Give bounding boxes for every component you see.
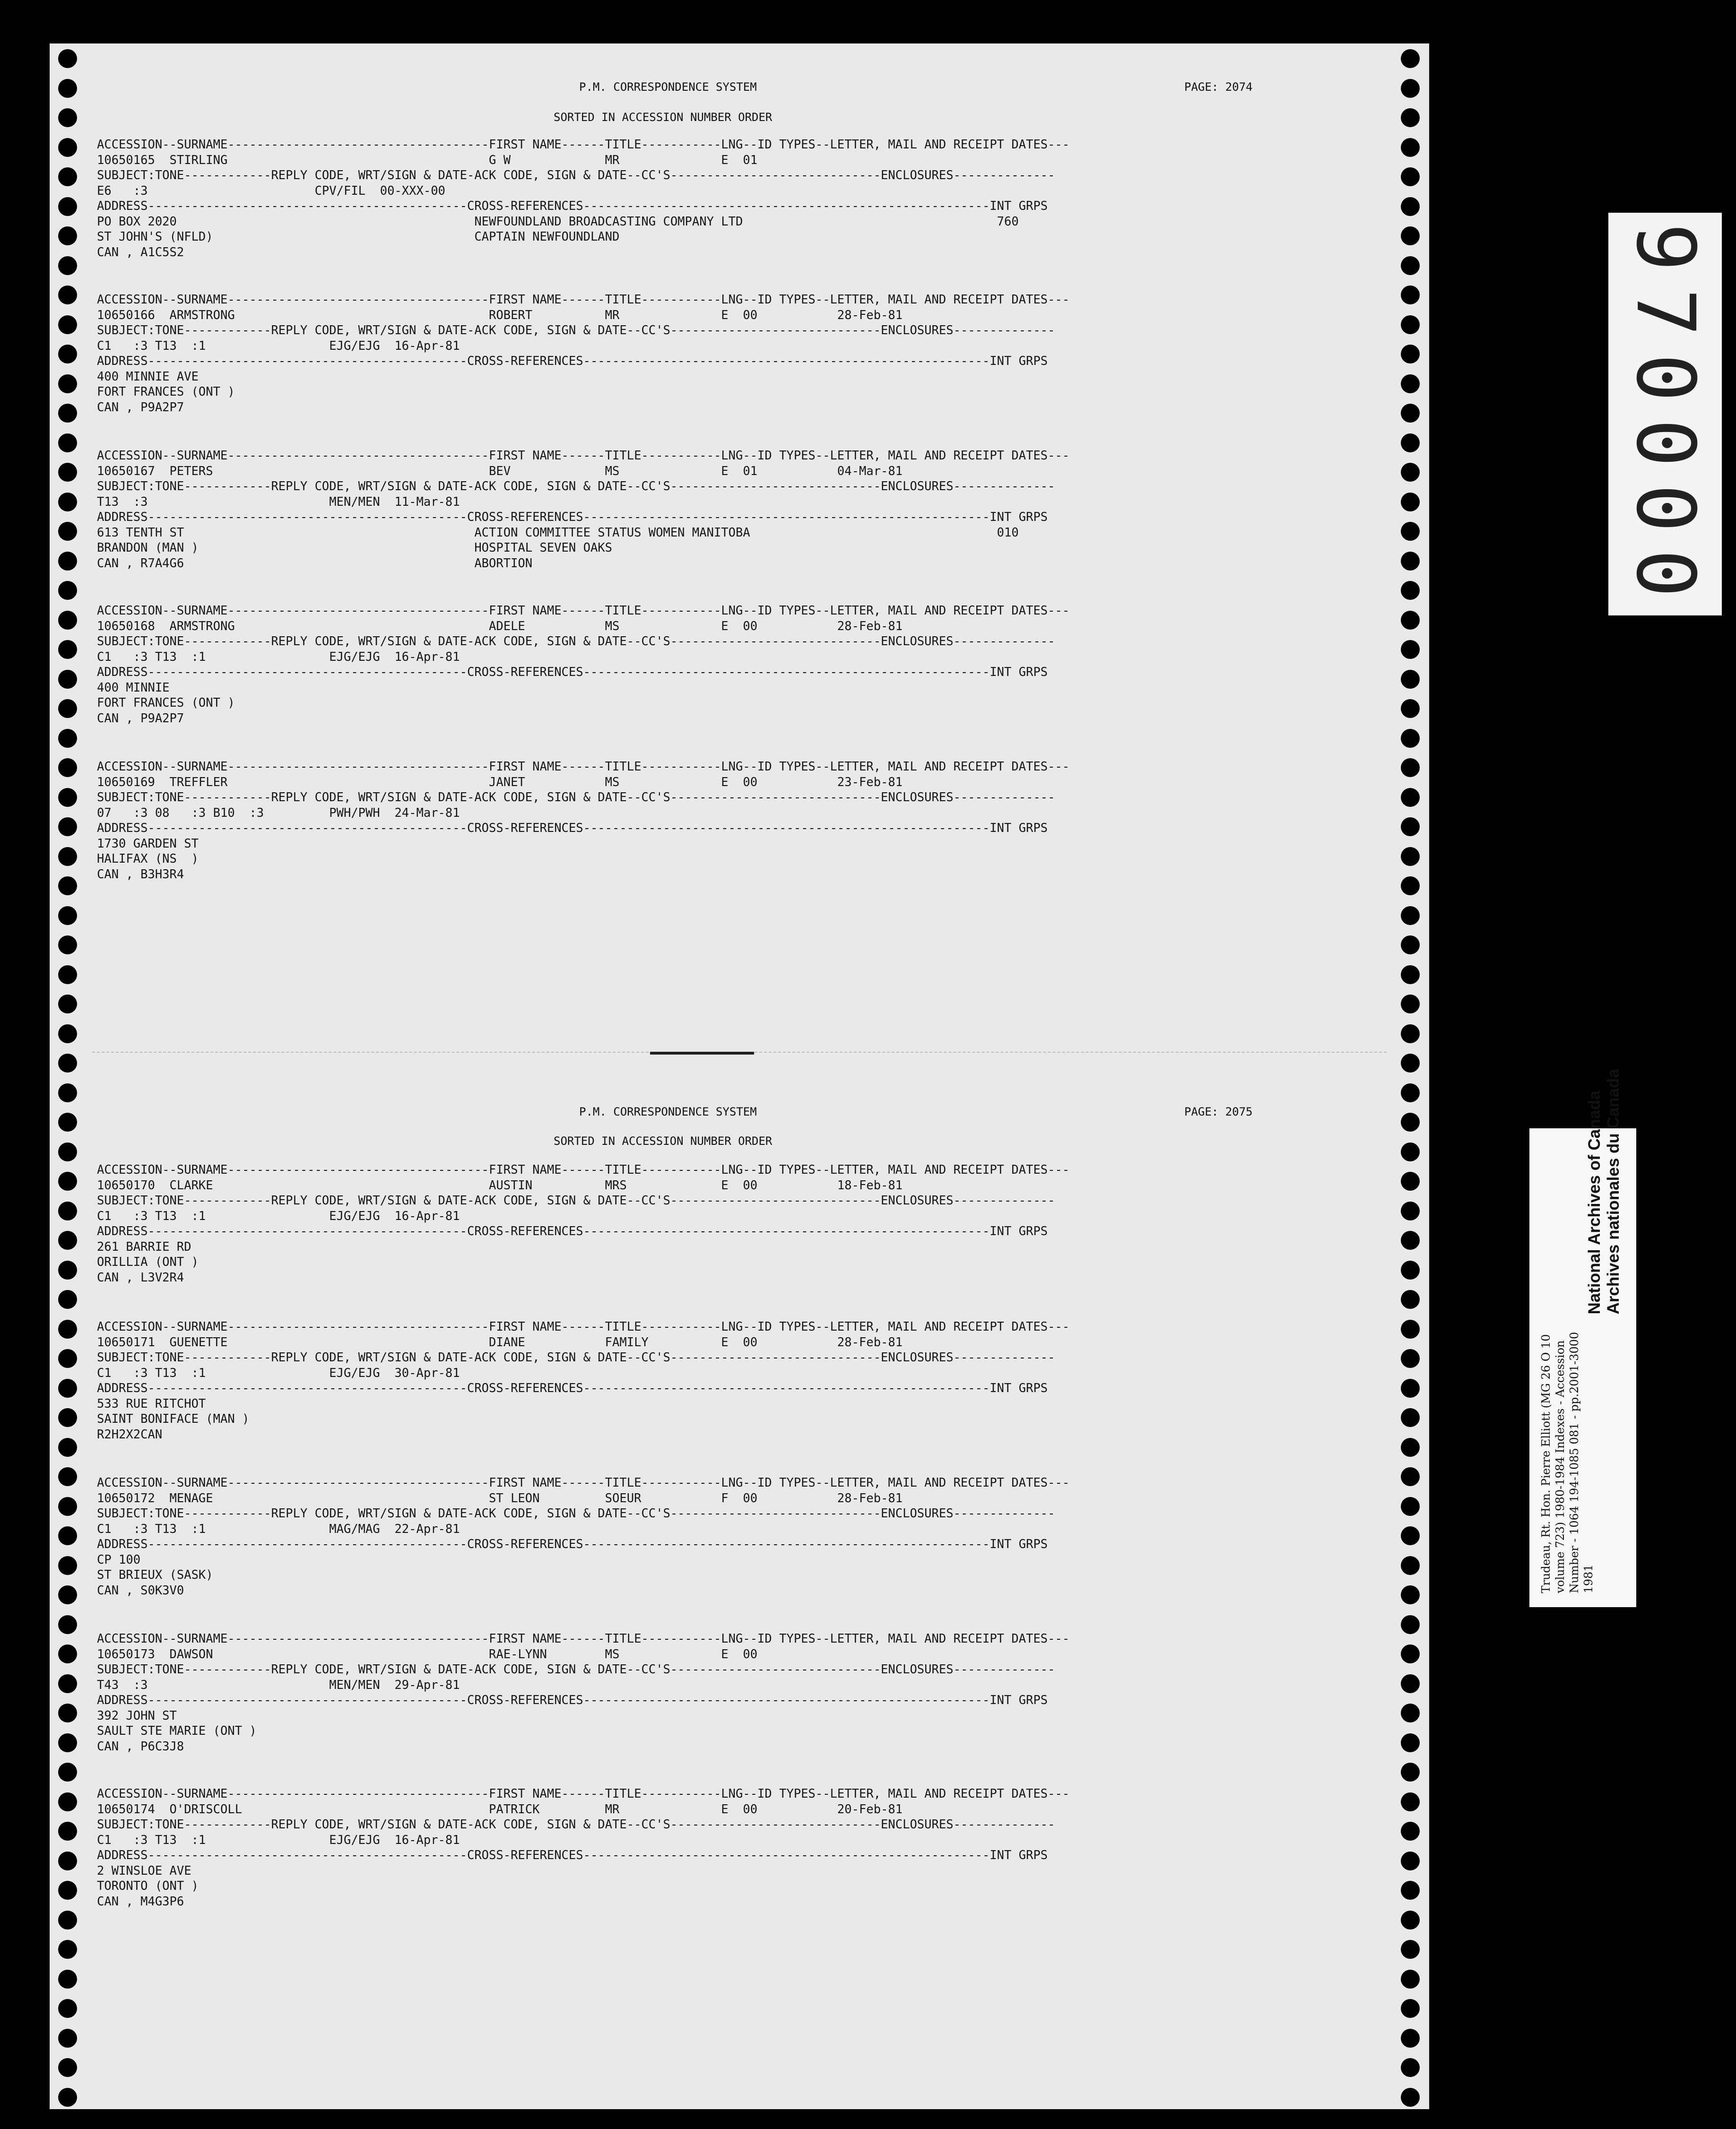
description-line: Number - 1064 194-1085 081 - pp.2001-3000	[1568, 1332, 1581, 1593]
record-line: C1 :3 T13 :1 EJG/EJG 16-Apr-81	[97, 1833, 460, 1847]
feed-hole	[1401, 1320, 1420, 1339]
feed-hole	[58, 670, 77, 689]
feed-hole	[58, 1320, 77, 1339]
feed-hole	[58, 935, 77, 954]
feed-hole	[58, 817, 77, 836]
description-line: volume 723) 1980-1984 Indexes - Accession	[1554, 1340, 1567, 1593]
feed-hole	[1401, 1231, 1420, 1250]
record-line: ADDRESS--------------------------------------------CROSS-REFERENCES--------------------------------------------------------INT GRPS	[97, 199, 1048, 213]
feed-hole	[58, 49, 77, 68]
feed-hole	[1401, 138, 1420, 157]
feed-hole	[1401, 1852, 1420, 1870]
feed-hole	[1401, 1556, 1420, 1575]
record-line: 10650171 GUENETTE DIANE FAMILY E 00 28-Feb-81	[97, 1335, 903, 1350]
record-line: SUBJECT:TONE------------REPLY CODE, WRT/SIGN & DATE-ACK CODE, SIGN & DATE--CC'S-----------------------------ENCLOSURES--------------	[97, 634, 1055, 649]
feed-hole	[1401, 345, 1420, 363]
feed-hole	[1401, 315, 1420, 334]
feed-hole	[58, 1349, 77, 1368]
sort-order-line: SORTED IN ACCESSION NUMBER ORDER	[554, 1134, 773, 1148]
perforation-mark	[650, 1052, 754, 1055]
feed-hole	[58, 1881, 77, 1900]
feed-hole	[58, 1083, 77, 1102]
feed-hole	[1401, 670, 1420, 689]
feed-hole	[58, 2088, 77, 2107]
feed-hole	[58, 1940, 77, 1959]
feed-hole	[58, 1585, 77, 1604]
record-line: ACCESSION--SURNAME------------------------------------FIRST NAME------TITLE-----------LNG--ID TYPES--LETTER, MAIL AND RECEIPT DATES---	[97, 1476, 1070, 1490]
feed-hole	[1401, 581, 1420, 600]
feed-hole	[1401, 1822, 1420, 1841]
record-line: R2H2X2CAN	[97, 1427, 163, 1442]
feed-hole	[1401, 1881, 1420, 1900]
record-line: FORT FRANCES (ONT )	[97, 385, 235, 399]
stamp-digit: 0	[1618, 484, 1712, 533]
record-line: 10650167 PETERS BEV MS E 01 04-Mar-81	[97, 464, 903, 478]
correspondence-record	[97, 137, 1383, 260]
feed-hole	[58, 699, 77, 718]
record-line: 10650166 ARMSTRONG ROBERT MR E 00 28-Feb-81	[97, 308, 903, 322]
feed-hole	[58, 906, 77, 925]
record-line: CAN , L3V2R4	[97, 1270, 184, 1285]
feed-hole	[1401, 1467, 1420, 1486]
feed-hole	[58, 1113, 77, 1132]
record-line: ST JOHN'S (NFLD) CAPTAIN NEWFOUNDLAND	[97, 230, 620, 244]
feed-hole	[58, 1852, 77, 1870]
record-line: T13 :3 MEN/MEN 11-Mar-81	[97, 494, 460, 509]
feed-hole	[1401, 1911, 1420, 1930]
record-line: ADDRESS--------------------------------------------CROSS-REFERENCES--------------------------------------------------------INT GRPS	[97, 510, 1048, 524]
institution-name	[1585, 1069, 1623, 1314]
feed-hole	[1401, 611, 1420, 630]
record-line: 2 WINSLOE AVE	[97, 1863, 191, 1878]
record-line: ACCESSION--SURNAME------------------------------------FIRST NAME------TITLE-----------LNG--ID TYPES--LETTER, MAIL AND RECEIPT DATES---	[97, 293, 1070, 307]
record-line: ORILLIA (ONT )	[97, 1255, 199, 1269]
feed-hole	[1401, 876, 1420, 895]
feed-hole	[58, 729, 77, 748]
feed-hole	[58, 138, 77, 157]
feed-hole	[1401, 1763, 1420, 1782]
record-line: ACCESSION--SURNAME------------------------------------FIRST NAME------TITLE-----------LNG--ID TYPES--LETTER, MAIL AND RECEIPT DATES---	[97, 760, 1070, 774]
feed-hole	[58, 1704, 77, 1722]
feed-hole	[58, 1024, 77, 1043]
feed-hole	[1401, 2088, 1420, 2107]
record-line: 10650173 DAWSON RAE-LYNN MS E 00	[97, 1647, 758, 1662]
feed-hole	[58, 256, 77, 275]
feed-hole	[58, 1290, 77, 1309]
feed-hole	[1401, 1526, 1420, 1545]
record-line: SUBJECT:TONE------------REPLY CODE, WRT/SIGN & DATE-ACK CODE, SIGN & DATE--CC'S-----------------------------ENCLOSURES--------------	[97, 1506, 1055, 1521]
record-line: ACCESSION--SURNAME------------------------------------FIRST NAME------TITLE-----------LNG--ID TYPES--LETTER, MAIL AND RECEIPT DATES---	[97, 604, 1070, 618]
record-line: FORT FRANCES (ONT )	[97, 696, 235, 710]
feed-hole	[58, 1526, 77, 1545]
record-line: SUBJECT:TONE------------REPLY CODE, WRT/SIGN & DATE-ACK CODE, SIGN & DATE--CC'S-----------------------------ENCLOSURES--------------	[97, 1194, 1055, 1208]
record-line: ACCESSION--SURNAME------------------------------------FIRST NAME------TITLE-----------LNG--ID TYPES--LETTER, MAIL AND RECEIPT DATES---	[97, 1163, 1070, 1177]
feed-hole	[1401, 286, 1420, 304]
feed-hole	[1401, 1940, 1420, 1959]
feed-hole	[58, 433, 77, 452]
correspondence-record	[97, 292, 1383, 415]
feed-hole	[58, 108, 77, 127]
feed-hole	[1401, 1704, 1420, 1722]
system-title: P.M. CORRESPONDENCE SYSTEM	[579, 80, 757, 94]
feed-hole	[1401, 729, 1420, 748]
feed-hole	[58, 1261, 77, 1280]
feed-hole	[1401, 1113, 1420, 1132]
record-line: ADDRESS--------------------------------------------CROSS-REFERENCES--------------------------------------------------------INT GRPS	[97, 821, 1048, 835]
record-line: 10650174 O'DRISCOLL PATRICK MR E 00 20-Feb-81	[97, 1802, 903, 1817]
record-line: CAN , B3H3R4	[97, 867, 184, 882]
record-line: C1 :3 T13 :1 EJG/EJG 16-Apr-81	[97, 338, 460, 353]
feed-hole	[1401, 906, 1420, 925]
feed-hole	[1401, 1999, 1420, 2018]
feed-hole	[58, 197, 77, 216]
feed-hole	[1401, 758, 1420, 777]
institution-name-en: National Archives of Canada	[1585, 1090, 1604, 1314]
feed-hole	[58, 581, 77, 600]
feed-hole	[1401, 1261, 1420, 1280]
feed-hole	[1401, 226, 1420, 245]
feed-hole	[1401, 463, 1420, 482]
feed-hole	[1401, 1438, 1420, 1457]
feed-hole	[58, 286, 77, 304]
feed-hole	[58, 1733, 77, 1752]
record-line: SUBJECT:TONE------------REPLY CODE, WRT/SIGN & DATE-ACK CODE, SIGN & DATE--CC'S-----------------------------ENCLOSURES--------------	[97, 1662, 1055, 1677]
collection-description	[1539, 1290, 1596, 1593]
correspondence-record	[97, 1631, 1383, 1754]
feed-hole	[1401, 493, 1420, 511]
feed-hole	[1401, 49, 1420, 68]
stamp-digit: 0	[1618, 418, 1712, 467]
description-line: 1981	[1582, 1564, 1595, 1593]
correspondence-record	[97, 1475, 1383, 1598]
feed-hole	[1401, 847, 1420, 866]
right-tractor-feed-holes	[1387, 43, 1429, 2109]
feed-hole	[58, 965, 77, 984]
record-line: ADDRESS--------------------------------------------CROSS-REFERENCES--------------------------------------------------------INT GRPS	[97, 665, 1048, 679]
record-line: 533 RUE RITCHOT	[97, 1396, 206, 1411]
record-line: TORONTO (ONT )	[97, 1879, 199, 1893]
sort-order-line: SORTED IN ACCESSION NUMBER ORDER	[554, 111, 773, 124]
feed-hole	[1401, 1054, 1420, 1073]
feed-hole	[1401, 1497, 1420, 1516]
feed-hole	[58, 1556, 77, 1575]
feed-hole	[1401, 1644, 1420, 1663]
record-line: PO BOX 2020 NEWFOUNDLAND BROADCASTING COMPANY LTD 760	[97, 214, 1019, 229]
stamp-digit: 0	[1618, 353, 1712, 402]
feed-hole	[58, 374, 77, 393]
record-line: 261 BARRIE RD	[97, 1239, 191, 1254]
record-line: SUBJECT:TONE------------REPLY CODE, WRT/SIGN & DATE-ACK CODE, SIGN & DATE--CC'S-----------------------------ENCLOSURES--------------	[97, 168, 1055, 182]
feed-hole	[58, 1438, 77, 1457]
feed-hole	[1401, 1379, 1420, 1398]
record-line: CAN , P9A2P7	[97, 711, 184, 726]
record-line: ACCESSION--SURNAME------------------------------------FIRST NAME------TITLE-----------LNG--ID TYPES--LETTER, MAIL AND RECEIPT DATES---	[97, 1632, 1070, 1646]
record-line: T43 :3 MEN/MEN 29-Apr-81	[97, 1678, 460, 1692]
record-line: ACCESSION--SURNAME------------------------------------FIRST NAME------TITLE-----------LNG--ID TYPES--LETTER, MAIL AND RECEIPT DATES---	[97, 1320, 1070, 1334]
feed-hole	[58, 1822, 77, 1841]
feed-hole	[58, 167, 77, 186]
record-line: SUBJECT:TONE------------REPLY CODE, WRT/SIGN & DATE-ACK CODE, SIGN & DATE--CC'S-----------------------------ENCLOSURES--------------	[97, 323, 1055, 338]
feed-hole	[58, 1911, 77, 1930]
record-line: CAN , P9A2P7	[97, 400, 184, 415]
printout-sheet	[50, 43, 1429, 2109]
record-line: SUBJECT:TONE------------REPLY CODE, WRT/SIGN & DATE-ACK CODE, SIGN & DATE--CC'S-----------------------------ENCLOSURES--------------	[97, 1817, 1055, 1832]
record-line: 10650172 MENAGE ST LEON SOEUR F 00 28-Feb-81	[97, 1491, 903, 1506]
correspondence-record	[97, 1162, 1383, 1285]
feed-hole	[58, 847, 77, 866]
record-line: ADDRESS--------------------------------------------CROSS-REFERENCES--------------------------------------------------------INT GRPS	[97, 1848, 1048, 1862]
feed-hole	[58, 758, 77, 777]
record-line: SAINT BONIFACE (MAN )	[97, 1412, 250, 1426]
feed-hole	[1401, 817, 1420, 836]
stamp-digit: 7	[1618, 288, 1712, 337]
record-line: ACCESSION--SURNAME------------------------------------FIRST NAME------TITLE-----------LNG--ID TYPES--LETTER, MAIL AND RECEIPT DATES---	[97, 138, 1070, 152]
record-line: 10650169 TREFFLER JANET MS E 00 23-Feb-81	[97, 775, 903, 789]
feed-hole	[1401, 788, 1420, 807]
feed-hole	[1401, 965, 1420, 984]
feed-hole	[58, 226, 77, 245]
feed-hole	[1401, 197, 1420, 216]
page-number: PAGE: 2074	[1184, 80, 1253, 94]
feed-hole	[1401, 1202, 1420, 1220]
feed-hole	[58, 1674, 77, 1693]
feed-hole	[58, 1497, 77, 1516]
feed-hole	[58, 1172, 77, 1191]
feed-hole	[1401, 1024, 1420, 1043]
record-line: 10650165 STIRLING G W MR E 01	[97, 153, 758, 167]
record-line: 400 MINNIE	[97, 680, 170, 695]
feed-hole	[58, 315, 77, 334]
record-line: ACCESSION--SURNAME------------------------------------FIRST NAME------TITLE-----------LNG--ID TYPES--LETTER, MAIL AND RECEIPT DATES---	[97, 449, 1070, 463]
feed-hole	[1401, 1142, 1420, 1161]
feed-hole	[58, 1792, 77, 1811]
record-line: 10650170 CLARKE AUSTIN MRS E 00 18-Feb-81	[97, 1178, 903, 1193]
feed-hole	[1401, 1290, 1420, 1309]
record-line: 400 MINNIE AVE	[97, 369, 199, 384]
feed-hole	[58, 552, 77, 571]
feed-hole	[1401, 2029, 1420, 2048]
frame-number-stamp	[1608, 213, 1722, 615]
feed-hole	[1401, 79, 1420, 98]
record-line: HALIFAX (NS )	[97, 852, 199, 866]
feed-hole	[1401, 1674, 1420, 1693]
record-line: SUBJECT:TONE------------REPLY CODE, WRT/SIGN & DATE-ACK CODE, SIGN & DATE--CC'S-----------------------------ENCLOSURES--------------	[97, 790, 1055, 805]
feed-hole	[1401, 995, 1420, 1013]
record-line: SUBJECT:TONE------------REPLY CODE, WRT/SIGN & DATE-ACK CODE, SIGN & DATE--CC'S-----------------------------ENCLOSURES--------------	[97, 1350, 1055, 1365]
feed-hole	[58, 404, 77, 423]
feed-hole	[1401, 1733, 1420, 1752]
record-line: 392 JOHN ST	[97, 1708, 177, 1723]
feed-hole	[1401, 433, 1420, 452]
record-line: C1 :3 T13 :1 EJG/EJG 16-Apr-81	[97, 649, 460, 664]
feed-hole	[1401, 552, 1420, 571]
feed-hole	[1401, 1615, 1420, 1634]
record-line: CP 100	[97, 1552, 141, 1567]
feed-hole	[58, 2029, 77, 2048]
feed-hole	[1401, 1970, 1420, 1989]
feed-hole	[58, 876, 77, 895]
feed-hole	[58, 345, 77, 363]
description-line: Trudeau, Rt. Hon. Pierre Elliott (MG 26 O 10	[1539, 1333, 1553, 1593]
feed-hole	[58, 1142, 77, 1161]
institution-name-fr: Archives nationales du Canada	[1604, 1068, 1623, 1314]
correspondence-record	[97, 603, 1383, 726]
correspondence-record	[97, 448, 1383, 571]
correspondence-record	[97, 1786, 1383, 1909]
record-line: ADDRESS--------------------------------------------CROSS-REFERENCES--------------------------------------------------------INT GRPS	[97, 1381, 1048, 1395]
page-number: PAGE: 2075	[1184, 1105, 1253, 1118]
feed-hole	[1401, 522, 1420, 541]
record-line: ST BRIEUX (SASK)	[97, 1568, 213, 1582]
feed-hole	[1401, 699, 1420, 718]
feed-hole	[1401, 1408, 1420, 1427]
record-line: C1 :3 T13 :1 MAG/MAG 22-Apr-81	[97, 1522, 460, 1536]
record-line: ADDRESS--------------------------------------------CROSS-REFERENCES--------------------------------------------------------INT GRPS	[97, 1537, 1048, 1551]
feed-hole	[58, 1467, 77, 1486]
feed-hole	[58, 995, 77, 1013]
record-line: ADDRESS--------------------------------------------CROSS-REFERENCES--------------------------------------------------------INT GRPS	[97, 1693, 1048, 1707]
record-line: CAN , M4G3P6	[97, 1894, 184, 1909]
correspondence-record	[97, 1319, 1383, 1442]
record-line: 1730 GARDEN ST	[97, 836, 199, 851]
stamp-digit: 0	[1618, 549, 1712, 598]
record-line: BRANDON (MAN ) HOSPITAL SEVEN OAKS	[97, 541, 613, 555]
feed-hole	[1401, 1172, 1420, 1191]
feed-hole	[1401, 2058, 1420, 2077]
stamp-digit: 9	[1618, 223, 1712, 272]
record-line: 07 :3 08 :3 B10 :3 PWH/PWH 24-Mar-81	[97, 805, 460, 820]
feed-hole	[58, 1379, 77, 1398]
feed-hole	[58, 463, 77, 482]
feed-hole	[1401, 1792, 1420, 1811]
feed-hole	[1401, 404, 1420, 423]
left-tractor-feed-holes	[50, 43, 92, 2109]
feed-hole	[1401, 1585, 1420, 1604]
record-line: ADDRESS--------------------------------------------CROSS-REFERENCES--------------------------------------------------------INT GRPS	[97, 354, 1048, 368]
feed-hole	[58, 640, 77, 659]
record-line: 10650168 ARMSTRONG ADELE MS E 00 28-Feb-81	[97, 619, 903, 633]
feed-hole	[58, 79, 77, 98]
feed-hole	[1401, 1349, 1420, 1368]
feed-hole	[1401, 167, 1420, 186]
feed-hole	[58, 788, 77, 807]
record-line: ADDRESS--------------------------------------------CROSS-REFERENCES--------------------------------------------------------INT GRPS	[97, 1224, 1048, 1238]
archive-label	[1529, 1068, 1636, 1607]
record-line: ACCESSION--SURNAME------------------------------------FIRST NAME------TITLE-----------LNG--ID TYPES--LETTER, MAIL AND RECEIPT DATES---	[97, 1787, 1070, 1801]
feed-hole	[58, 1408, 77, 1427]
feed-hole	[1401, 256, 1420, 275]
feed-hole	[58, 1202, 77, 1220]
feed-hole	[58, 611, 77, 630]
feed-hole	[58, 1054, 77, 1073]
feed-hole	[1401, 108, 1420, 127]
record-line: CAN , S0K3V0	[97, 1583, 184, 1598]
feed-hole	[58, 1999, 77, 2018]
feed-hole	[1401, 374, 1420, 393]
record-line: CAN , R7A4G6 ABORTION	[97, 556, 533, 571]
correspondence-record	[97, 759, 1383, 882]
record-line: CAN , P6C3J8	[97, 1739, 184, 1754]
feed-hole	[58, 522, 77, 541]
record-line: SAULT STE MARIE (ONT )	[97, 1724, 257, 1738]
record-line: CAN , A1C5S2	[97, 245, 184, 260]
feed-hole	[58, 1231, 77, 1250]
feed-hole	[58, 493, 77, 511]
record-line: E6 :3 CPV/FIL 00-XXX-00	[97, 183, 445, 198]
feed-hole	[58, 1615, 77, 1634]
feed-hole	[1401, 935, 1420, 954]
feed-hole	[58, 1970, 77, 1989]
record-line: SUBJECT:TONE------------REPLY CODE, WRT/SIGN & DATE-ACK CODE, SIGN & DATE--CC'S-----------------------------ENCLOSURES--------------	[97, 479, 1055, 493]
record-line: C1 :3 T13 :1 EJG/EJG 30-Apr-81	[97, 1366, 460, 1380]
record-line: C1 :3 T13 :1 EJG/EJG 16-Apr-81	[97, 1209, 460, 1223]
record-line: 613 TENTH ST ACTION COMMITTEE STATUS WOMEN MANITOBA 010	[97, 525, 1019, 540]
feed-hole	[1401, 1083, 1420, 1102]
system-title: P.M. CORRESPONDENCE SYSTEM	[579, 1105, 757, 1118]
feed-hole	[58, 1644, 77, 1663]
feed-hole	[1401, 640, 1420, 659]
feed-hole	[58, 1763, 77, 1782]
feed-hole	[58, 2058, 77, 2077]
